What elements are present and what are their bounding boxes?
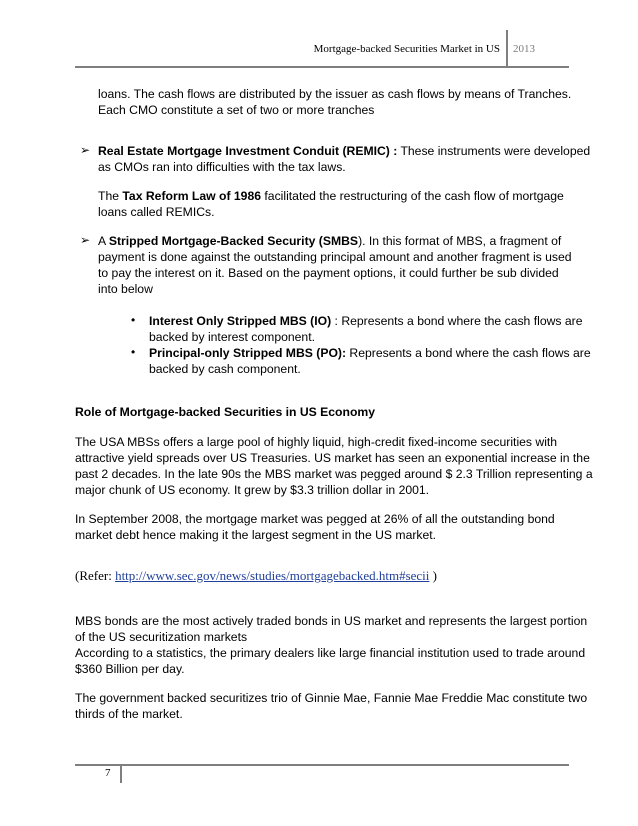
smbs-term: Stripped Mortgage-Backed Security (SMBS xyxy=(108,234,359,248)
reference-line xyxy=(75,568,437,584)
reference-link[interactable]: http://www.sec.gov/news/studies/mortgagebacked.htm#secii xyxy=(115,568,430,583)
header-year: 2013 xyxy=(513,43,535,55)
para-1-line-4: major chunk of US economy. It grew by $3.3 trillion dollar in 2001. xyxy=(75,483,430,497)
po-line-1 xyxy=(149,345,591,361)
io-line-1-text: : Represents a bond where the cash flows are xyxy=(331,314,583,328)
smbs-pre: A xyxy=(98,234,109,248)
remic-line-1-text: These instruments were developed xyxy=(397,144,591,158)
po-term: Principal-only Stripped MBS (PO): xyxy=(149,346,347,360)
header-title: Mortgage-backed Securities Market in US xyxy=(313,43,500,55)
smbs-line-3: to pay the interest on it. Based on the payment options, it could further be sub divided xyxy=(98,266,559,280)
io-line-1 xyxy=(149,313,583,329)
remic-line-2: as CMOs ran into difficulties with the tax laws. xyxy=(98,160,346,174)
intro-line-1: loans. The cash flows are distributed by the issuer as cash flows by means of Tranches. xyxy=(98,87,572,101)
para-3-line-2: of the US securitization markets xyxy=(75,630,248,644)
arrow-bullet-icon: ➢ xyxy=(80,143,91,157)
intro-line-2: Each CMO constitute a set of two or more tranches xyxy=(98,103,375,117)
footer-divider xyxy=(120,765,122,783)
para-1-line-3: past 2 decades. In the late 90s the MBS market was pegged around $ 2.3 Trillion representing a xyxy=(75,467,593,481)
page-number: 7 xyxy=(105,767,111,779)
para-2-line-2: market debt hence making it the largest segment in the US market. xyxy=(75,528,437,542)
reference-prefix: (Refer: xyxy=(75,568,116,583)
bullet-icon: • xyxy=(131,313,136,327)
para-4-line-1: The government backed securitizes trio of Ginnie Mae, Fannie Mae Freddie Mac constitute two xyxy=(75,691,588,705)
remic-para-2-line-1 xyxy=(98,188,564,204)
io-line-2: backed by interest component. xyxy=(149,330,315,344)
header-rule xyxy=(75,66,569,68)
io-term: Interest Only Stripped MBS (IO) xyxy=(149,314,332,328)
po-line-2: backed by cash component. xyxy=(149,362,301,376)
remic-line-1 xyxy=(98,143,590,159)
para-3-line-3: According to a statistics, the primary dealers like large financial institution used to trade around xyxy=(75,646,586,660)
reference-suffix: ) xyxy=(429,568,437,583)
arrow-bullet-icon: ➢ xyxy=(80,233,91,247)
smbs-line-2: payment is done against the outstanding principal amount and another fragment is used xyxy=(98,250,572,264)
header-divider xyxy=(506,30,508,66)
para-3-line-1: MBS bonds are the most actively traded bonds in US market and represents the largest portion xyxy=(75,614,588,628)
para-2-line-1: In September 2008, the mortgage market was pegged at 26% of all the outstanding bond xyxy=(75,512,555,526)
remic-term: Real Estate Mortgage Investment Conduit (REMIC) : xyxy=(98,144,398,158)
remic-para-2-line-2: loans called REMICs. xyxy=(98,205,215,219)
remic-p2-pre: The xyxy=(98,189,123,203)
section-heading-text: Role of Mortgage-backed Securities in US Economy xyxy=(75,405,376,419)
bullet-icon: • xyxy=(131,345,136,359)
footer-rule xyxy=(75,764,569,766)
po-line-1-text: Represents a bond where the cash flows are xyxy=(346,346,591,360)
remic-p2-rest: facilitated the restructuring of the cash flow of mortgage xyxy=(261,189,564,203)
section-heading xyxy=(75,404,375,420)
para-1-line-2: attractive yield spreads over US Treasuries. US market has seen an exponential increase in the xyxy=(75,451,590,465)
para-4-line-2: thirds of the market. xyxy=(75,707,183,721)
smbs-line-1-text: ). In this format of MBS, a fragment of xyxy=(358,234,562,248)
smbs-line-1 xyxy=(98,233,561,249)
smbs-line-4: into below xyxy=(98,282,153,296)
tax-reform-term: Tax Reform Law of 1986 xyxy=(122,189,262,203)
para-1-line-1: The USA MBSs offers a large pool of highly liquid, high-credit fixed-income securities with xyxy=(75,435,558,449)
para-3-line-4: $360 Billion per day. xyxy=(75,662,185,676)
